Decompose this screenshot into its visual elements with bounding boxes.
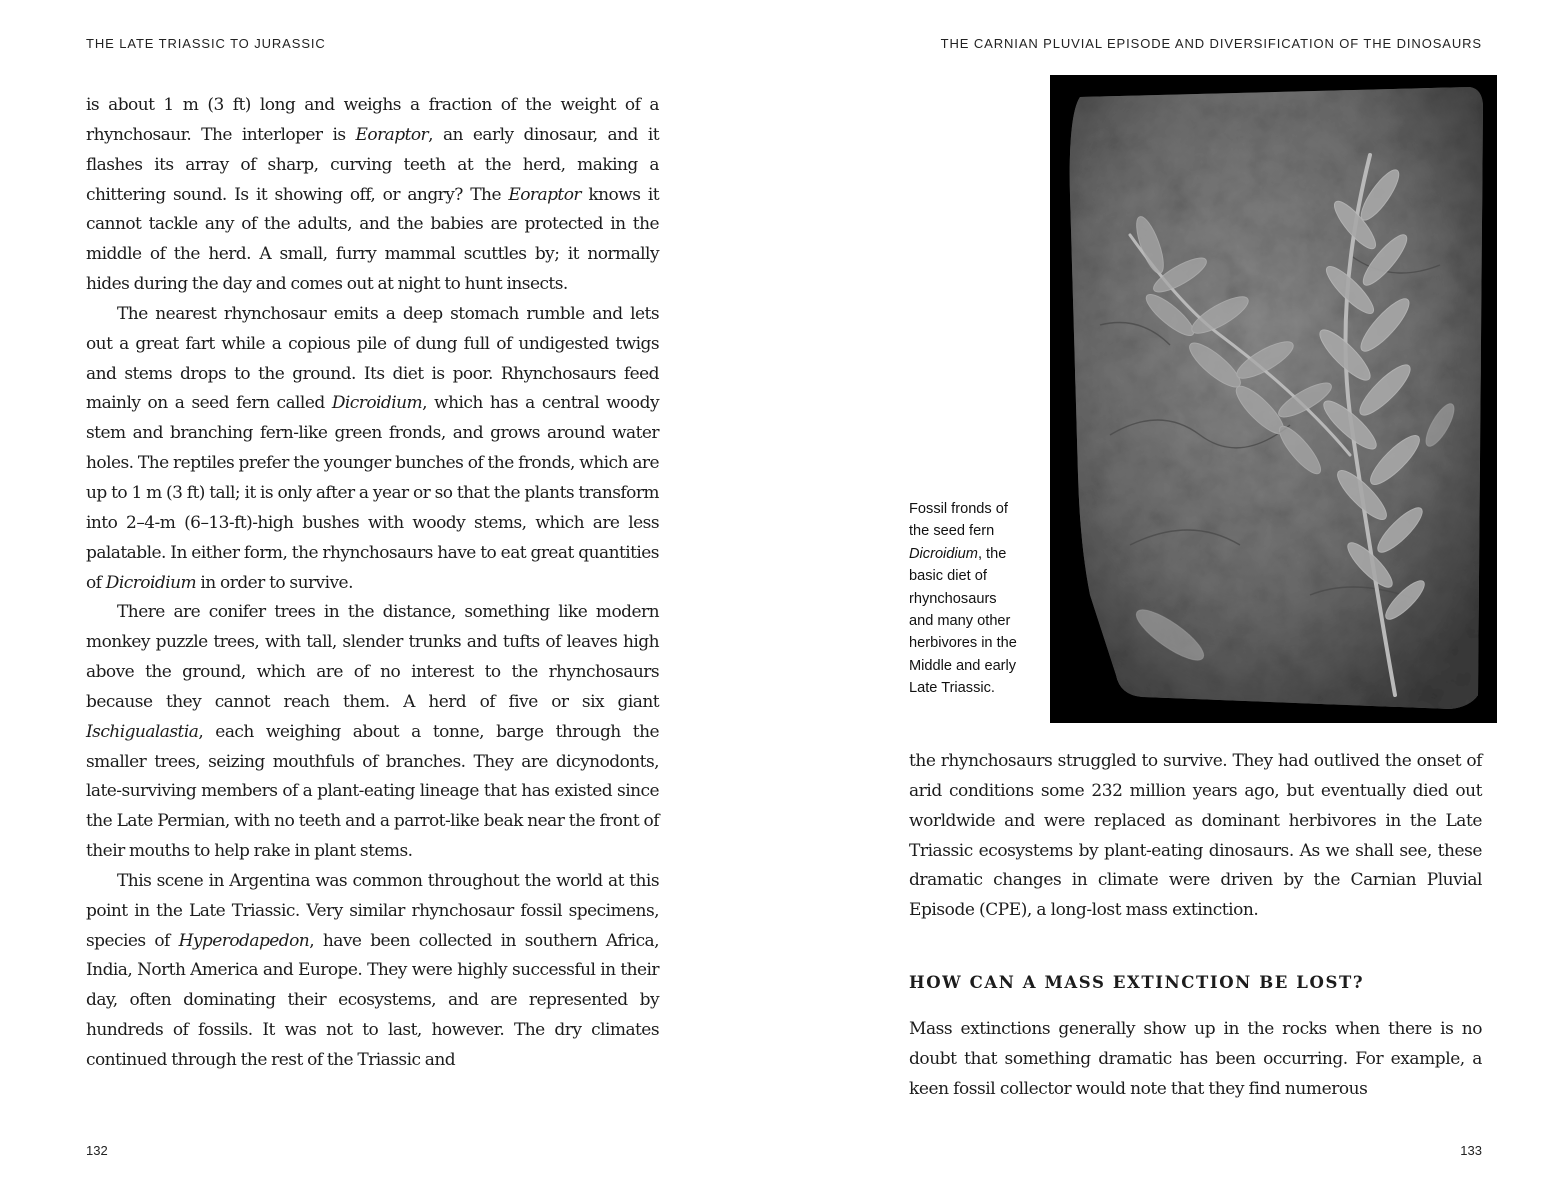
paragraph: the rhynchosaurs struggled to survive. They had outlived the onset of arid conditions some 232 million years ago, but eventually died out worldwide and were replaced as dominant herbivores in the Late Triassic ecosystems by plant-eating dinosaurs. As we shall see, these dramatic changes in climate were driven by the Carnian Pluvial Episode (CPE), a long-lost mass extinction. (909, 751, 1482, 921)
paragraph: The nearest rhynchosaur emits a deep stomach rumble and lets out a great fart while a copious pile of dung full of undigested twigs and stems drops to the ground. Its diet is poor. Rhynchosaurs feed mainly on a seed fern called Dicroidium, which has a central woody stem and branching fern-like green fronds, and grows around water holes. The reptiles prefer the younger bunches of the fronds, which are up to 1 m (3 ft) tall; it is only after a year or so that the plants transform into 2–4-m (6–13-ft)-high bushes with woody stems, which are less palatable. In either form, the rhynchosaurs have to eat great quantities of Dicroidium in order to survive. (86, 303, 659, 593)
running-head-left: THE LATE TRIASSIC TO JURASSIC (86, 36, 326, 51)
caption-line-italic: Dicroidium, the (909, 545, 1007, 562)
paragraph: Mass extinctions generally show up in the rocks when there is no doubt that something dramatic has been occurring. For example, a keen fossil collector would note that they find numerous (909, 1019, 1482, 1099)
fossil-fern-icon (1050, 75, 1497, 723)
right-page-body-continuation (909, 747, 1482, 926)
fossil-fern-photo (1050, 75, 1497, 723)
page-number-right: 133 (1460, 1143, 1482, 1158)
section-heading: HOW CAN A MASS EXTINCTION BE LOST? (909, 973, 1365, 992)
paragraph: This scene in Argentina was common throughout the world at this point in the Late Triassic. Very similar rhynchosaur fossil specimens, species of Hyperodapedon, have been collected in southern Africa, India, North America and Europe. They were highly successful in their day, often dominating their ecosystems, and are represented by hundreds of fossils. It was not to last, however. The dry climates continued through the rest of the Triassic and (86, 870, 659, 1070)
figure-caption: Fossil fronds of the seed fern Dicroidium, the basic diet of rhynchosaurs and many other herbivores in the Middle and early Late Triassic. (909, 498, 1039, 700)
page-number-left: 132 (86, 1143, 108, 1158)
rock-slab (1070, 87, 1483, 709)
running-head-right: THE CARNIAN PLUVIAL EPISODE AND DIVERSIFICATION OF THE DINOSAURS (940, 36, 1482, 51)
right-page-body-section (909, 1015, 1482, 1105)
left-page-body (86, 91, 659, 1076)
paragraph: There are conifer trees in the distance, something like modern monkey puzzle trees, with tall, slender trunks and tufts of leaves high above the ground, which are of no interest to the rhynchosaurs because they cannot reach them. A herd of five or six giant Ischigualastia, each weighing about a tonne, barge through the smaller trees, seizing mouthfuls of branches. They are dicynodonts, late-surviving members of a plant-eating lineage that has existed since the Late Permian, with no teeth and a parrot-like beak near the front of their mouths to help rake in plant stems. (86, 602, 659, 862)
paragraph: is about 1 m (3 ft) long and weighs a fraction of the weight of a rhynchosaur. The interloper is Eoraptor, an early dinosaur, and it flashes its array of sharp, curving teeth at the herd, making a chittering sound. Is it showing off, or angry? The Eoraptor knows it cannot tackle any of the adults, and the babies are protected in the middle of the herd. A small, furry mammal scuttles by; it normally hides during the day and comes out at night to hunt insects. (86, 95, 659, 295)
